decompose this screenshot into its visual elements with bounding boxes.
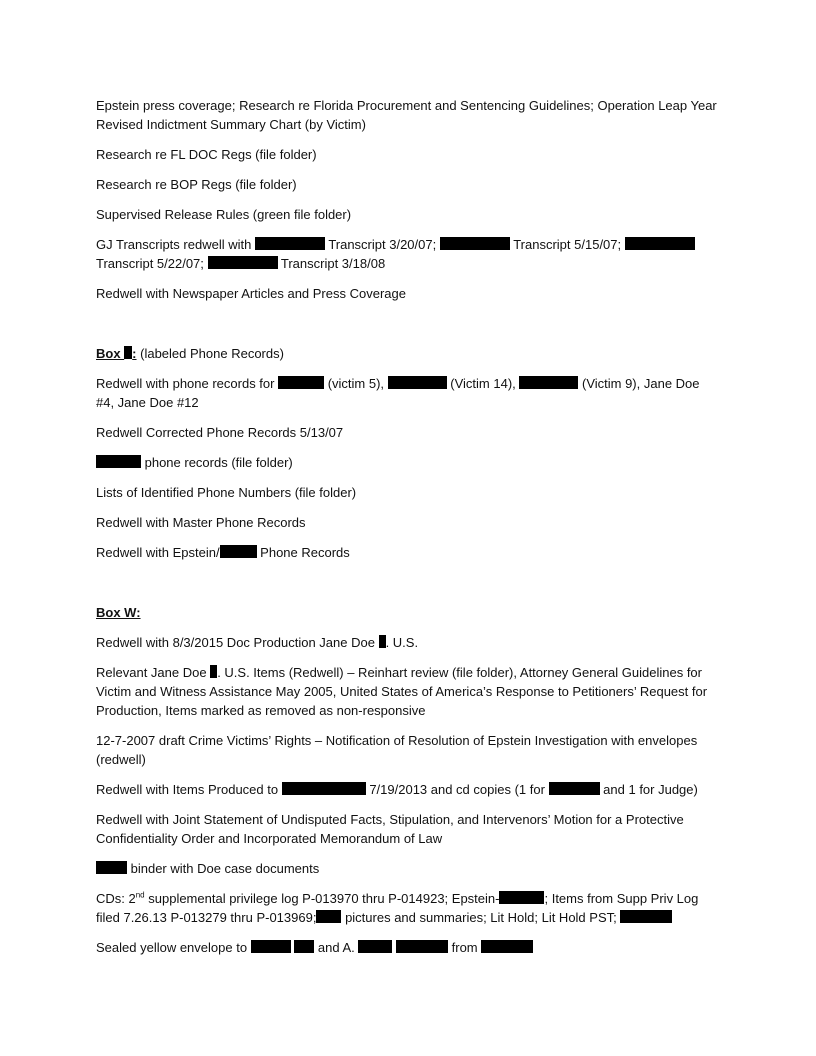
redaction-block [251,940,291,953]
text: and A. [314,940,359,955]
redaction-block [519,376,578,389]
text: (victim 5), [324,376,388,391]
box-w-heading-line [96,603,720,622]
box-v-heading [96,346,137,361]
text: . U.S. Items (Redwell) – Reinhart review (file folder), Attorney General Guidelines for Victim and Witness Assistance May 2005, United States of America’s Response to Petitioners’ Request for Production, Items marked as removed as non-responsive [96,665,708,718]
box-w-item-joint-statement: Redwell with Joint Statement of Undisputed Facts, Stipulation, and Intervenors’ Motion for a Protective Confidentiality Order and Incorporated Memorandum of Law [96,812,684,846]
redaction-block [396,940,448,953]
box-v-heading-line [96,344,720,363]
text: and 1 for Judge) [599,782,698,797]
text: Redwell with 8/3/2015 Doc Production Jane Doe [96,635,379,650]
text: Relevant Jane Doe [96,665,211,680]
box-w-item-sealed-envelope [96,938,720,957]
box-v-item-corrected-records: Redwell Corrected Phone Records 5/13/07 [96,425,344,440]
box-v-item-phone-records [96,374,720,412]
text: (Victim 9), Jane Doe #4, Jane Doe #12 [96,376,700,410]
text: from [448,940,482,955]
box-v-label: (labeled Phone Records) [136,346,284,361]
box-v-item-phone-records-folder [96,453,720,472]
text: Transcript 5/15/07; [509,237,625,252]
box-w-heading: Box W: [96,605,141,620]
box-w-item-cds [96,889,720,927]
redaction-block [282,782,366,795]
text: Redwell with phone records for [96,376,279,391]
box-w-item-items-produced [96,780,720,799]
paragraph-newspaper-articles: Redwell with Newspaper Articles and Press Coverage [96,286,406,301]
redaction-block [294,940,314,953]
section-gap [96,314,720,344]
redaction-block [316,910,341,923]
redaction-block [208,256,278,269]
text: ; Items from Supp Priv Log filed 7.26.13 P-013279 thru P-013969; [96,891,699,925]
redaction-block [255,237,325,250]
redaction-block [379,635,386,648]
box-w-item-doc-production [96,633,720,652]
redaction-block [481,940,533,953]
text: Transcript 3/18/08 [277,256,386,271]
text: supplemental privilege log P-013970 thru P-014923; Epstein- [144,891,500,906]
box-v-item-master-records: Redwell with Master Phone Records [96,515,306,530]
text: phone records (file folder) [141,455,293,470]
redaction-block [220,545,257,558]
text: Phone Records [256,545,350,560]
redaction-block [96,455,141,468]
box-w-item-draft-crime-victims: 12-7-2007 draft Crime Victims’ Rights – Notification of Resolution of Epstein Investigation with envelopes (redwell) [96,733,698,767]
paragraph-fl-doc-regs: Research re FL DOC Regs (file folder) [96,147,317,162]
redaction-block [549,782,600,795]
box-w-item-relevant-items [96,663,720,720]
text: . U.S. [385,635,419,650]
text: Transcript 3/20/07; [324,237,440,252]
text: Redwell with Items Produced to [96,782,282,797]
redaction-block [440,237,510,250]
text: pictures and summaries; Lit Hold; Lit Hold PST; [341,910,621,925]
paragraph-bop-regs: Research re BOP Regs (file folder) [96,177,297,192]
text: Transcript 5/22/07; [96,256,208,271]
paragraph-press-coverage: Epstein press coverage; Research re Florida Procurement and Sentencing Guidelines; Operation Leap Year Revised Indictment Summary Chart (by Victim) [96,98,717,132]
text: GJ Transcripts redwell with [96,237,255,252]
box-v-item-epstein-records [96,543,720,562]
redaction-block [278,376,324,389]
document-page [96,96,720,968]
text: CDs: 2 [96,891,136,906]
redaction-block [388,376,447,389]
redaction-block [620,910,672,923]
redaction-block [358,940,392,953]
superscript: nd [135,890,145,900]
text: : [132,346,137,361]
text: binder with Doe case documents [127,861,320,876]
box-v-item-identified-numbers: Lists of Identified Phone Numbers (file folder) [96,485,357,500]
section-gap [96,573,720,603]
redaction-block [96,861,127,874]
paragraph-supervised-release: Supervised Release Rules (green file folder) [96,207,352,222]
redaction-block [124,346,132,359]
text: Sealed yellow envelope to [96,940,251,955]
paragraph-gj-transcripts [96,235,720,273]
box-w-item-binder [96,859,720,878]
text: Redwell with Epstein/ [96,545,220,560]
redaction-block [625,237,695,250]
redaction-block [499,891,544,904]
text: Box [96,346,125,361]
text: (Victim 14), [446,376,520,391]
text: 7/19/2013 and cd copies (1 for [365,782,549,797]
